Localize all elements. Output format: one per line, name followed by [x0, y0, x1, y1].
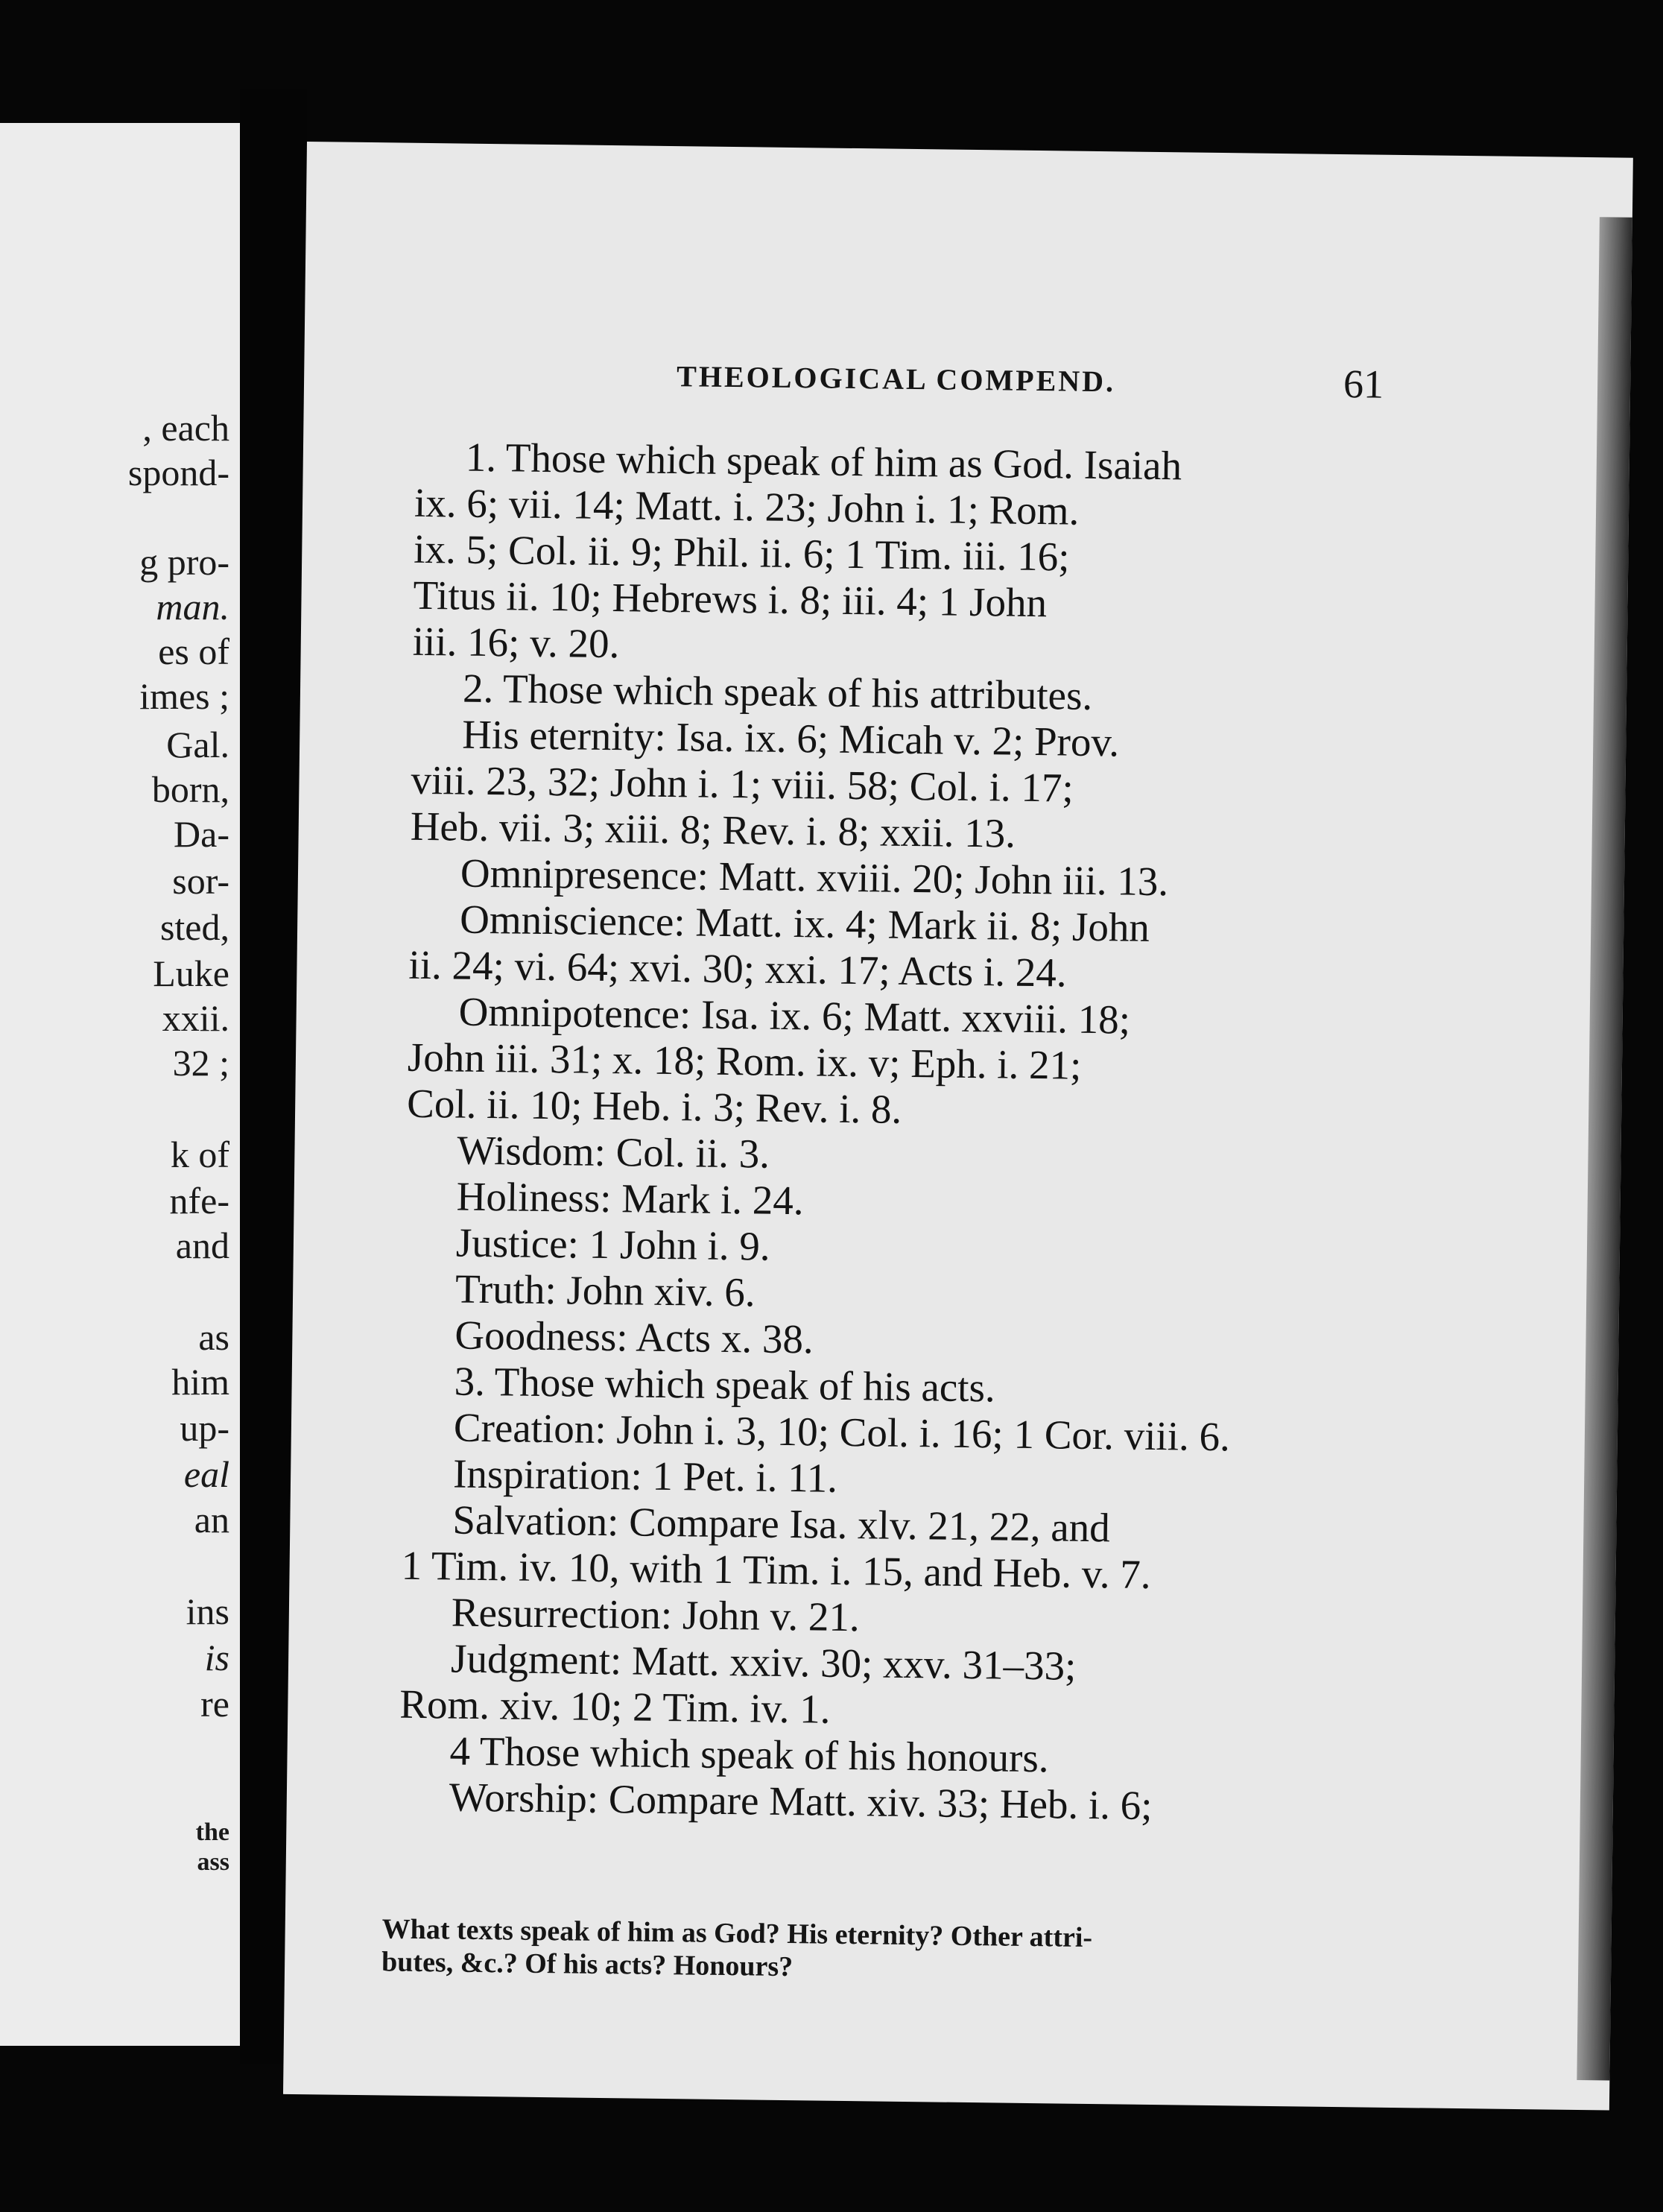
left-page-line: man. — [156, 586, 229, 628]
left-page-line: and — [175, 1224, 229, 1266]
page-number: 61 — [1343, 361, 1384, 407]
question-line: What texts speak of him as God? His eternity? Other attri- — [381, 1913, 1093, 1954]
body-line: Rom. xiv. 10; 2 Tim. iv. 1. — [399, 1681, 831, 1732]
current-page — [283, 142, 1633, 2111]
left-page-line: , each — [142, 407, 229, 449]
body-line: 1 Tim. iv. 10, with 1 Tim. i. 15, and Heb. v. 7. — [401, 1542, 1151, 1597]
left-page-line: es of — [158, 631, 229, 672]
body-line: ii. 24; vi. 64; xvi. 30; xxi. 17; Acts i. 24. — [408, 941, 1067, 996]
body-line: Judgment: Matt. xxiv. 30; xxv. 31–33; — [450, 1635, 1077, 1689]
question-line: butes, &c.? Of his acts? Honours? — [381, 1946, 794, 1983]
body-line: 1. Those which speak of him as God. Isaiah — [465, 434, 1182, 489]
body-line: Justice: 1 John i. 9. — [455, 1219, 770, 1269]
body-line: ix. 6; vii. 14; Matt. i. 23; John i. 1; Rom. — [414, 479, 1080, 534]
left-page-line: up- — [180, 1407, 229, 1449]
body-line: Worship: Compare Matt. xiv. 33; Heb. i. 6; — [449, 1774, 1153, 1829]
left-page-line: xxii. — [162, 997, 229, 1039]
left-page-line: Da- — [174, 813, 229, 855]
left-page-line: the — [195, 1818, 229, 1846]
body-line: Holiness: Mark i. 24. — [456, 1173, 805, 1224]
body-line: His eternity: Isa. ix. 6; Micah v. 2; Prov. — [461, 711, 1120, 765]
body-line: 4 Those which speak of his honours. — [449, 1728, 1049, 1781]
left-page-line: is — [204, 1637, 229, 1678]
body-line: 2. Those which speak of his attributes. — [462, 665, 1093, 718]
body-line: Resurrection: John v. 21. — [451, 1589, 861, 1640]
body-line: Truth: John xiv. 6. — [454, 1265, 756, 1315]
left-page-line: eal — [183, 1453, 229, 1495]
body-line: viii. 23, 32; John i. 1; viii. 58; Col. i. 17; — [411, 756, 1074, 811]
left-page-line: spond- — [127, 452, 229, 493]
page-edge — [1577, 217, 1632, 2080]
left-page-line: born, — [151, 768, 229, 810]
left-page-line: ass — [197, 1848, 229, 1876]
left-page-line: g pro- — [139, 541, 229, 583]
study-questions — [381, 1912, 1366, 1990]
left-page-line: k of — [170, 1134, 229, 1175]
left-page-line: imes ; — [139, 675, 229, 717]
body-line: Omniscience: Matt. ix. 4; Mark ii. 8; John — [459, 896, 1150, 950]
left-page-line: re — [200, 1683, 229, 1725]
left-page-line: ins — [186, 1590, 229, 1632]
previous-page-fragment — [0, 123, 240, 2046]
body-line: iii. 16; v. 20. — [412, 618, 620, 667]
body-line: 3. Those which speak of his acts. — [454, 1358, 996, 1411]
body-line: Titus ii. 10; Hebrews i. 8; iii. 4; 1 John — [413, 572, 1048, 626]
body-line: Heb. vii. 3; xiii. 8; Rev. i. 8; xxii. 13. — [410, 803, 1016, 856]
body-line: Inspiration: 1 Pet. i. 11. — [452, 1450, 838, 1501]
page-body — [399, 434, 1381, 1832]
running-head — [304, 354, 1384, 420]
left-page-line: as — [198, 1316, 229, 1358]
left-page-line: him — [171, 1361, 229, 1403]
body-line: Omnipresence: Matt. xviii. 20; John iii. 13. — [460, 850, 1169, 905]
body-line: ix. 5; Col. ii. 9; Phil. ii. 6; 1 Tim. iii. 16; — [413, 525, 1070, 580]
body-line: Goodness: Acts x. 38. — [454, 1312, 814, 1362]
left-page-line: Luke — [153, 952, 229, 994]
body-line: Creation: John i. 3, 10; Col. i. 16; 1 Cor. viii. 6. — [453, 1404, 1231, 1460]
left-page-line: sor- — [172, 860, 229, 902]
body-line: Omnipotence: Isa. ix. 6; Matt. xxviii. 18; — [458, 988, 1131, 1043]
left-page-line: Gal. — [166, 724, 229, 765]
left-page-line: 32 ; — [172, 1042, 229, 1084]
body-line: John iii. 31; x. 18; Rom. ix. v; Eph. i. 21; — [407, 1034, 1082, 1088]
body-line: Salvation: Compare Isa. xlv. 21, 22, and — [452, 1497, 1111, 1551]
body-line: Wisdom: Col. ii. 3. — [457, 1127, 770, 1177]
left-page-line: an — [194, 1499, 229, 1540]
running-title: THEOLOGICAL COMPEND. — [676, 359, 1116, 399]
left-page-line: nfe- — [169, 1180, 229, 1222]
left-page-line: sted, — [159, 906, 229, 948]
body-line: Col. ii. 10; Heb. i. 3; Rev. i. 8. — [406, 1080, 902, 1132]
